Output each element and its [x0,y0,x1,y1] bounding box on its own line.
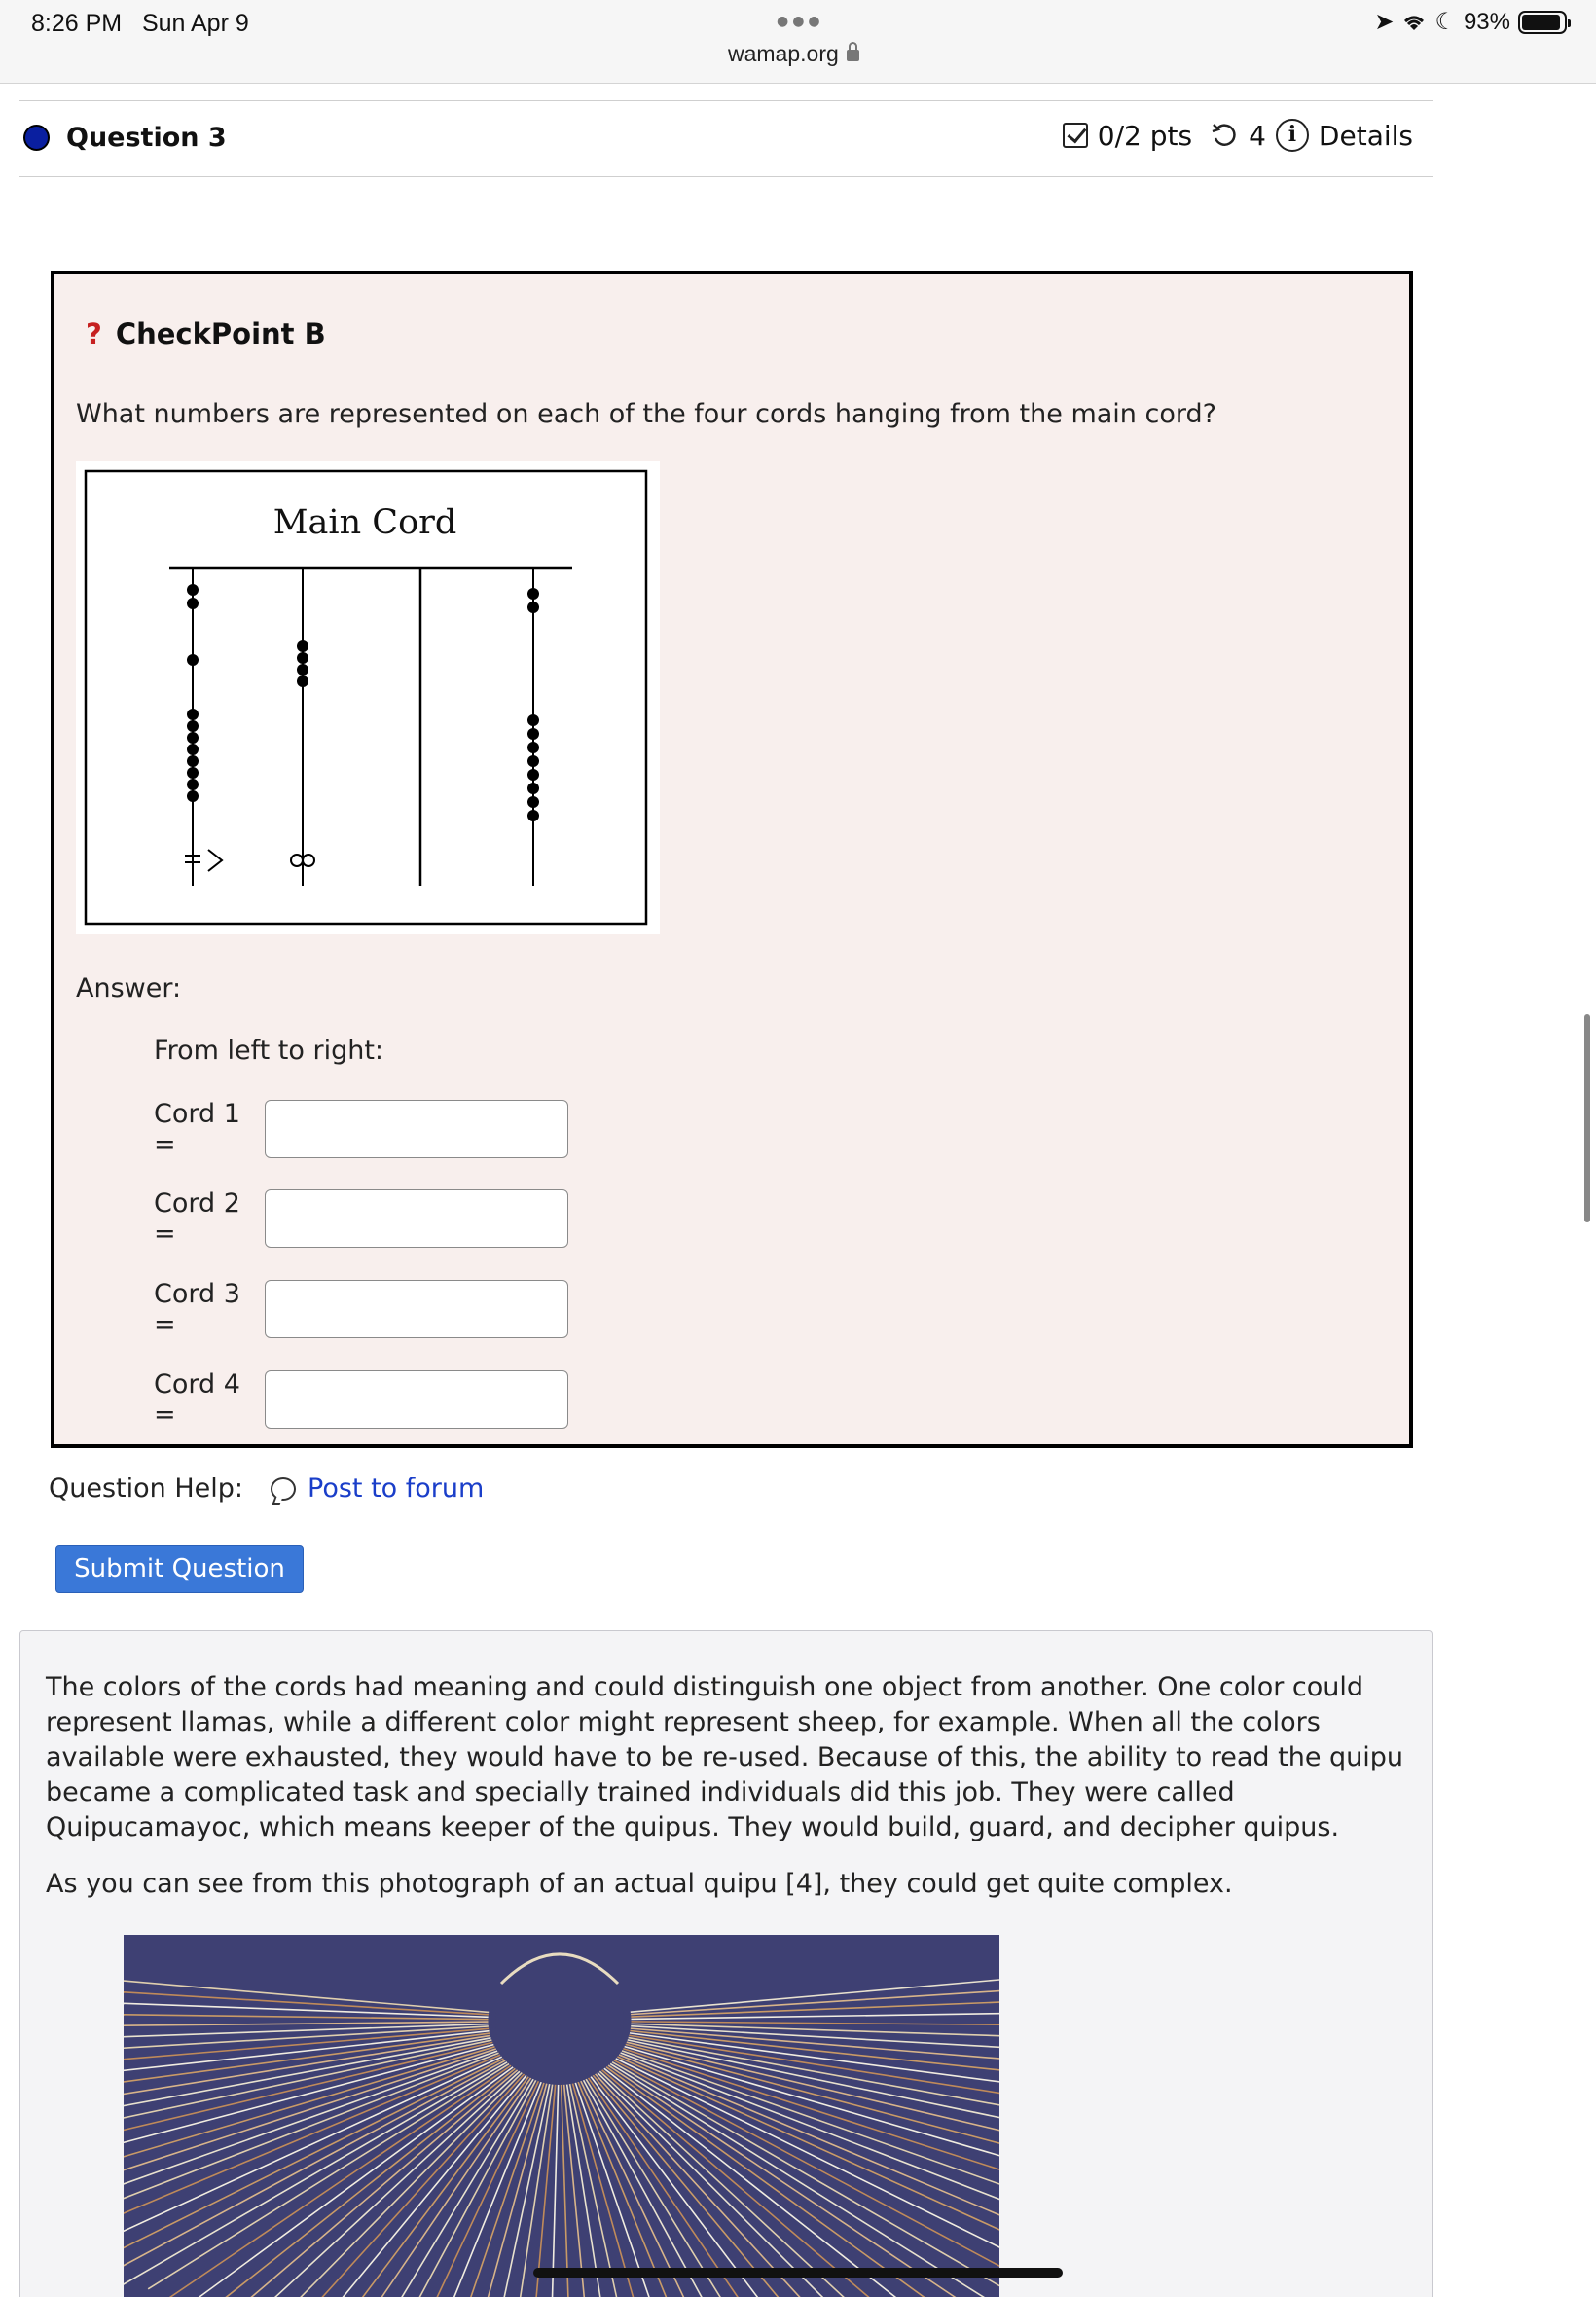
question-title: Question 3 [66,123,227,153]
comment-icon [271,1477,296,1501]
score-check-icon [1063,123,1088,148]
cord-3-input[interactable] [265,1280,568,1338]
status-bar [0,0,1596,84]
points-text: 0/2 pts [1097,119,1193,152]
checkpoint-title-text: CheckPoint B [115,317,326,350]
cord-4-label: Cord 4 = [154,1369,240,1430]
address-bar[interactable] [728,41,859,67]
cord-2-label: Cord 2 = [154,1188,240,1249]
cord-2-input[interactable] [265,1189,568,1248]
cord-1-label: Cord 1 = [154,1099,240,1159]
checkpoint-title [86,317,326,350]
tab-options-icon[interactable]: ●●● [777,14,824,29]
battery-icon [1518,11,1567,34]
page-scrollbar[interactable] [1584,1014,1590,1222]
cord-1-input[interactable] [265,1100,568,1158]
paragraph-colors: The colors of the cords had meaning and could distinguish one object from another. One color could represent llamas, while a different color might represent sheep, for example. When all the colors available were exhausted, they would have to be re-used. Because of this, the ability to read the quipu became a complicated task and specially trained individuals did this job. They were called Quipucamayoc, which means keeper of the quipus. They would build, guard, and decipher quipus. [46,1672,1404,1842]
location-icon: ➤ [1374,9,1395,35]
cord-2-row [154,1189,568,1248]
cord-3-row [154,1280,568,1338]
order-label: From left to right: [154,1036,384,1066]
question-status-dot [23,125,50,151]
info-icon[interactable]: i [1276,119,1309,152]
moon-icon: ☾ [1434,9,1456,35]
help-label: Question Help: [49,1474,243,1504]
answer-label: Answer: [76,973,182,1003]
quipu-photo [124,1935,999,2297]
status-time [31,10,249,38]
main-cord-label: Main Cord [272,503,457,542]
wifi-icon [1401,13,1427,32]
quipu-photo-image [124,1935,999,2297]
url-text: wamap.org [728,41,839,66]
retry-icon [1210,121,1239,150]
home-indicator[interactable] [533,2268,1063,2278]
time-text: 8:26 PM [31,10,123,37]
date-text: Sun Apr 9 [141,10,249,37]
attempts-text: 4 [1249,119,1266,152]
lock-icon [847,50,859,61]
submit-question-button[interactable]: Submit Question [55,1545,304,1593]
status-icons [1374,8,1567,36]
cord-4-row [154,1370,568,1429]
cord-4-input[interactable] [265,1370,568,1429]
quipu-figure [76,461,660,934]
question-meta [1063,119,1413,152]
battery-percent: 93% [1463,8,1510,35]
details-link[interactable]: Details [1318,119,1413,152]
question-prompt: What numbers are represented on each of the four cords hanging from the main cord? [76,399,1216,429]
cord-3-label: Cord 3 = [154,1279,240,1339]
paragraph-photo-intro: As you can see from this photograph of an actual quipu [4], they could get quite complex. [46,1869,1233,1899]
text-panel [19,1630,1433,2297]
question-help [49,1474,484,1504]
question-header [19,100,1433,177]
quipu-diagram [76,461,660,934]
battery-fill [1522,15,1560,30]
cord-1-row [154,1100,568,1158]
question-mark-icon: ? [86,317,102,350]
question-box [51,271,1413,1448]
post-to-forum-link[interactable]: Post to forum [308,1474,485,1504]
